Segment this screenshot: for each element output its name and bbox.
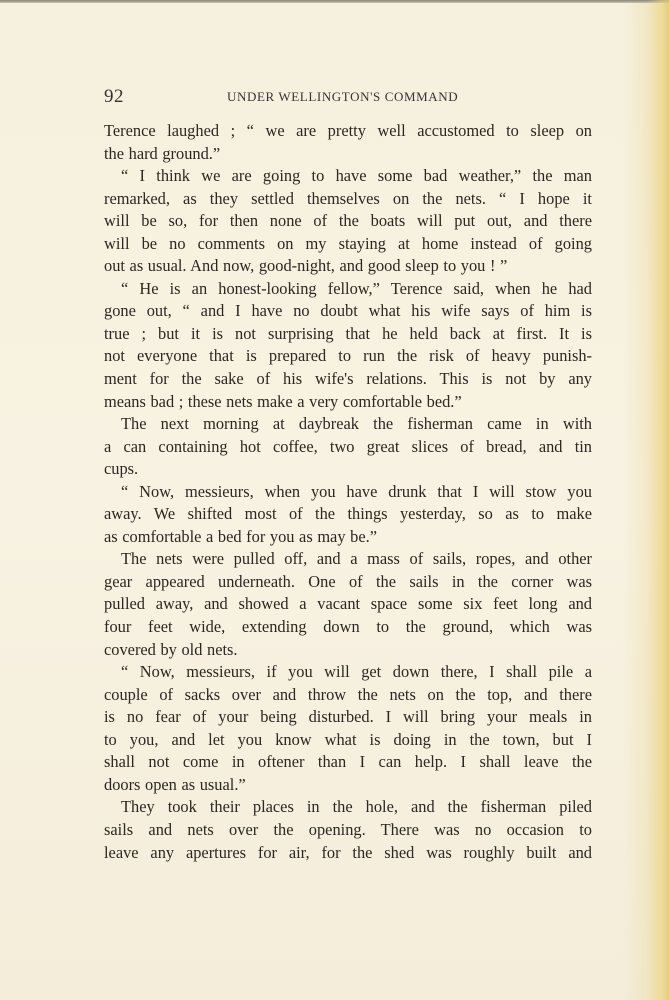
text-line: as comfortable a bed for you as may be.” — [104, 526, 377, 546]
text-line: pulled away, and showed a vacant space some six feet long and — [104, 594, 592, 614]
page-number: 92 — [104, 86, 124, 107]
running-title: UNDER WELLINGTON'S COMMAND — [227, 89, 459, 104]
text-line: The nets were pulled off, and a mass of sails, ropes, and other — [121, 549, 592, 569]
text-line: remarked, as they settled themselves on the nets. “ I hope it — [104, 188, 592, 208]
text-line: They took their places in the hole, and the fisherman piled — [121, 797, 592, 817]
text-line: The next morning at daybreak the fisherman came in with — [121, 414, 592, 434]
text-line: the hard ground.” — [104, 143, 221, 163]
page-edge-discoloration — [647, 0, 669, 1000]
text-line: covered by old nets. — [104, 639, 238, 659]
text-line: will be so, for then none of the boats will put out, and there — [104, 211, 592, 231]
text-line: Terence laughed ; “ we are pretty well accustomed to sleep on — [104, 121, 592, 140]
text-line: leave any apertures for air, for the shed was roughly built and — [104, 842, 592, 862]
text-line: “ He is an honest-looking fellow,” Terence said, when he had — [121, 278, 592, 298]
text-line: to you, and let you know what is doing in the town, but I — [104, 729, 592, 749]
text-line: will be no comments on my staying at home instead of going — [104, 233, 592, 253]
text-line: “ Now, messieurs, if you will get down there, I shall pile a — [121, 662, 592, 682]
text-line: cups. — [104, 459, 139, 479]
text-line: is no fear of your being disturbed. I will bring your meals in — [104, 707, 592, 727]
text-line: gone out, “ and I have no doubt what his wife says of him is — [104, 301, 592, 321]
text-line: out as usual. And now, good-night, and good sleep to you ! ” — [104, 256, 508, 276]
text-line: away. We shifted most of the things yesterday, so as to make — [104, 504, 592, 524]
text-line: a can containing hot coffee, two great slices of bread, and tin — [104, 436, 592, 456]
text-line: sails and nets over the opening. There was no occasion to — [104, 819, 592, 839]
text-line: gear appeared underneath. One of the sails in the corner was — [104, 571, 592, 591]
body-text — [104, 120, 592, 864]
text-line: true ; but it is not surprising that he held back at first. It is — [104, 323, 592, 343]
text-line: four feet wide, extending down to the ground, which was — [104, 617, 592, 637]
text-line: not everyone that is prepared to run the risk of heavy punish- — [104, 346, 592, 366]
top-edge-rule — [0, 0, 669, 3]
text-line: shall not come in oftener than I can help. I shall leave the — [104, 752, 592, 772]
text-line: doors open as usual.” — [104, 774, 246, 794]
text-line: “ I think we are going to have some bad weather,” the man — [121, 166, 592, 186]
text-line: “ Now, messieurs, when you have drunk that I will stow you — [121, 481, 592, 501]
running-header — [104, 86, 592, 108]
text-line: ment for the sake of his wife's relations. This is not by any — [104, 369, 592, 389]
text-line: couple of sacks over and throw the nets on the top, and there — [104, 684, 592, 704]
text-line: means bad ; these nets make a very comfortable bed.” — [104, 391, 462, 411]
